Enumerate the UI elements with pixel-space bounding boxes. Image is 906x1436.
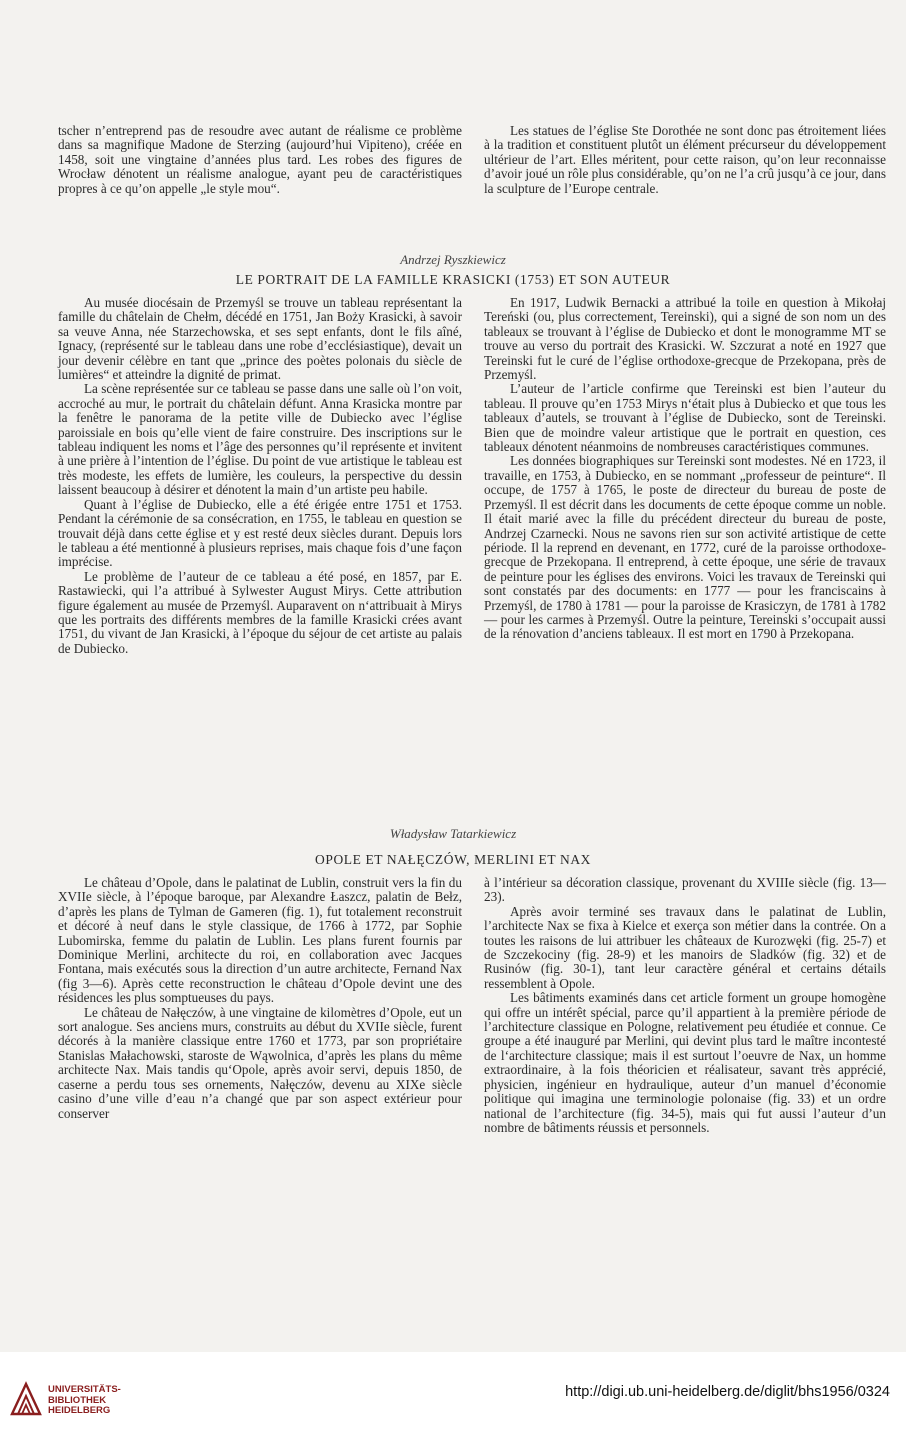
library-name-line: UNIVERSITÄTS-: [48, 1384, 121, 1395]
article2-author: Władysław Tatarkiewicz: [389, 826, 517, 841]
library-name-line: BIBLIOTHEK: [48, 1394, 107, 1406]
paragraph: Les bâtiments examinés dans cet article forment un groupe homogène qui offre un intérêt spécial, parce qu’il appartient à la première période de l’architecture classique en Pologne, relativement peu étudiée et connue. Ce groupe a été inauguré par Merlini, qui devint plus tard le maître incontesté de l‘architecture classique; mais il est surtout l’oeuvre de Nax, un homme extraordinaire, à la fois théoricien et réalisateur, savant très apprécié, physicien, ingénieur en hydraulique, auteur d’un manuel d’économie politique qui imagina une terminologie polonaise (fig. 33) et un ordre national de l’architecture (fig. 34-5), mais qui fut aussi l’auteur d’un nombre de bâtiments réussis et personnels.: [484, 990, 886, 1135]
article2-left-column: [58, 876, 462, 1121]
library-name[interactable]: [48, 1385, 121, 1417]
article1-author: Andrzej Ryszkiewicz: [400, 252, 506, 267]
paragraph: Le problème de l’auteur de ce tableau a été posé, en 1857, par E. Rastawiecki, qui l’a attribué à Sylwester August Mirys. Cette attribution figure également au musée de Przemyśl. Auparavent on n‘attribuait à Mirys que les portraits des différents membres de la famille Krasicki crées avant 1751, du vivant de Jan Krasicki, à l’époque du séjour de cet artiste au palais de Dubiecko.: [58, 568, 462, 656]
paragraph: Après avoir terminé ses travaux dans le palatinat de Lublin, l’architecte Nax se fixa à Kielce et exerça son métier dans la contrée. On a toutes les raisons de lui attribuer les châteaux de Kurozwęki (fig. 25-7) et de Szczekociny (fig. 28-9) et les manoirs de Sladków (fig. 32) et de Rusinów (fig. 30-1), tant leur caractère général et certains détails ressemblent à Opole.: [484, 903, 886, 991]
intro-left-column: [58, 124, 462, 196]
library-name-line: HEIDELBERG: [48, 1405, 111, 1416]
intro-right-text: Les statues de l’église Ste Dorothée ne sont donc pas étroitement liées à la tradition et constituent plutôt un élément précurseur du développement ultérieur de l’art. Elles méritent, pour cette raison, qu’on leur reconnaisse d’avoir joué un rôle plus considérable, qu’on ne l’a crû jusqu’à ce jour, dans la sculpture de l’Europe centrale.: [484, 123, 886, 196]
article2-right-column: [484, 876, 886, 1135]
intro-left-text: tscher n’entreprend pas de resoudre avec autant de réalisme ce problème dans sa magnifique Madone de Sterzing (aujourd’hui Vipiteno), créée en 1458, soit une vingtaine d’années plus tard. Les robes des figures de Wrocław dénotent un réalisme analogue, ayant peu de caractéristiques propres à ce qu’on appelle „le style mou“.: [58, 123, 462, 196]
paragraph: Quant à l’église de Dubiecko, elle a été érigée entre 1751 et 1753. Pendant la cérémonie de sa consécration, en 1755, le tableau en question se trouvait déjà dans cette église et y est resté deux siècles durant. Depuis lors le tableau a été mentionné à plusieurs reprises, mais chaque fois d’une façon imprécise.: [58, 496, 462, 570]
paragraph: à l’intérieur sa décoration classique, provenant du XVIIIe siècle (fig. 13—23).: [484, 875, 886, 905]
article1-title: LE PORTRAIT DE LA FAMILLE KRASICKI (1753) ET SON AUTEUR: [235, 272, 671, 287]
article1-right-column: [484, 296, 886, 642]
paragraph: La scène représentée sur ce tableau se passe dans une salle où l’on voit, accroché au mur, le portrait du châtelain défunt. Anna Krasicka montre par la fenêtre le panorama de la petite ville de Dubiecko avec l’église paroissiale en bois qu’elle vient de faire construire. Des inscriptions sur le tableau indiquent les noms et l’âge des personnes qu’il représente et invitent à une prière à l’intention de l’église. Du point de vue artistique le tableau est très modeste, les effets de lumière, les couleurs, la perspective du dessin laissent beaucoup à désirer et dénotent la main d’un artiste peu habile.: [58, 381, 462, 498]
paragraph: Les données biographiques sur Tereinski sont modestes. Né en 1723, il travaille, en 1753, à Dubiecko, en se nommant „professeur de peinture“. Il occupe, de 1757 à 1765, le poste de directeur du bureau de poste de Przemyśl. Il est décrit dans les documents de cette époque comme un noble. Il était marié avec la fille du précédent directeur du bureau de poste, Andrzej Czarnecki. Nous ne savons rien sur son activité artistique de cette période. Il la reprend en devenant, en 1772, curé de la paroisse orthodoxe-grecque de Przekopana. Il entreprend, à cette époque, une série de travaux de peinture pour les églises des environs. Voici les travaux de Tereinski qui sont constatés par des documents: en 1777 — pour les franciscains à Przemyśl, de 1780 à 1781 — pour la paroisse de Krasiczyn, de 1781 à 1782 — pour les carmes à Przemyśl. Outre la peinture, Tereinski s’occupait aussi de la rénovation d’anciens tableaux. Il est mort en 1790 à Przekopana.: [484, 453, 886, 642]
paragraph: Le château d’Opole, dans le palatinat de Lublin, construit vers la fin du XVIIe siècle, à l’époque baroque, par Alexandre Łaszcz, palatin de Bełz, d’après les plans de Tylman de Gameren (fig. 1), fut totalement reconstruit et décoré à neuf dans le style classique, de 1766 à 1772, par Sophie Lubomirska, femme du palatin de Lublin. Les plans furent fournis par Dominique Merlini, architecte du roi, en collaboration avec Jacques Fontana, mais exécutés sous la direction d’un autre architecte, Fernand Nax (fig 3—6). Après cette reconstruction le château d’Opole devint une des résidences les plus somptueuses du pays.: [58, 875, 462, 1006]
article1-left-column: [58, 296, 462, 656]
paragraph: En 1917, Ludwik Bernacki a attribué la toile en question à Mikołaj Tereński (ou, plus correctement, Tereinski), qui a signé de son nom un des tableaux se trouvant à l’église de Dubiecko et dont le monogramme MT se trouve au verso du portrait des Krasicki. W. Szczurat a noté en 1927 que Tereinski fut le curé de l’église orthodoxe-grecque de Przekopana, près de Przemyśl.: [484, 295, 886, 383]
paragraph: Le château de Nałęczów, à une vingtaine de kilomètres d’Opole, eut un sort analogue. Ses anciens murs, construits au début du XVIIe siècle, furent décorés à la manière classique entre 1760 et 1773, par son propriétaire Stanislas Małachowski, staroste de Wąwolnica, d’après les plans du même architecte Nax. Mais tandis qu‘Opole, après avoir servi, depuis 1850, de caserne a perdu tous ses ornements, Nałęczów, devenu au XIXe siècle casino d’une ville d’eau n’a changé que par son aspect extérieur pour conserver: [58, 1004, 462, 1121]
source-url-link[interactable]: http://digi.ub.uni-heidelberg.de/diglit/bhs1956/0324: [565, 1384, 890, 1400]
library-logo-icon[interactable]: [10, 1378, 42, 1416]
intro-right-column: [484, 124, 886, 196]
article2-title: OPOLE ET NAŁĘCZÓW, MERLINI ET NAX: [314, 852, 592, 867]
paragraph: Au musée diocésain de Przemyśl se trouve un tableau représentant la famille du châtelain de Chełm, décédé en 1751, Jan Boży Krasicki, à savoir sa veuve Anna, née Starzechowska, et ses sept enfants, dont le fils aîné, Ignacy, (représenté sur le tableau dans une robe d’ecclésiastique), devait un jour devenir célèbre en tant que „prince des poètes polonais du siècle de lumières“ et atteindre la dignité de primat.: [58, 295, 462, 383]
paragraph: L’auteur de l’article confirme que Tereinski est bien l’auteur du tableau. Il prouve qu’en 1753 Mirys n‘était plus à Dubiecko et que tous les tableaux d’autels, se trouvant à l’église de Dubiecko, sont de Tereinski. Bien que de moindre valeur artistique que le portrait en question, ces tableaux dénotent néanmoins de nombreuses caractéristiques communes.: [484, 381, 886, 455]
